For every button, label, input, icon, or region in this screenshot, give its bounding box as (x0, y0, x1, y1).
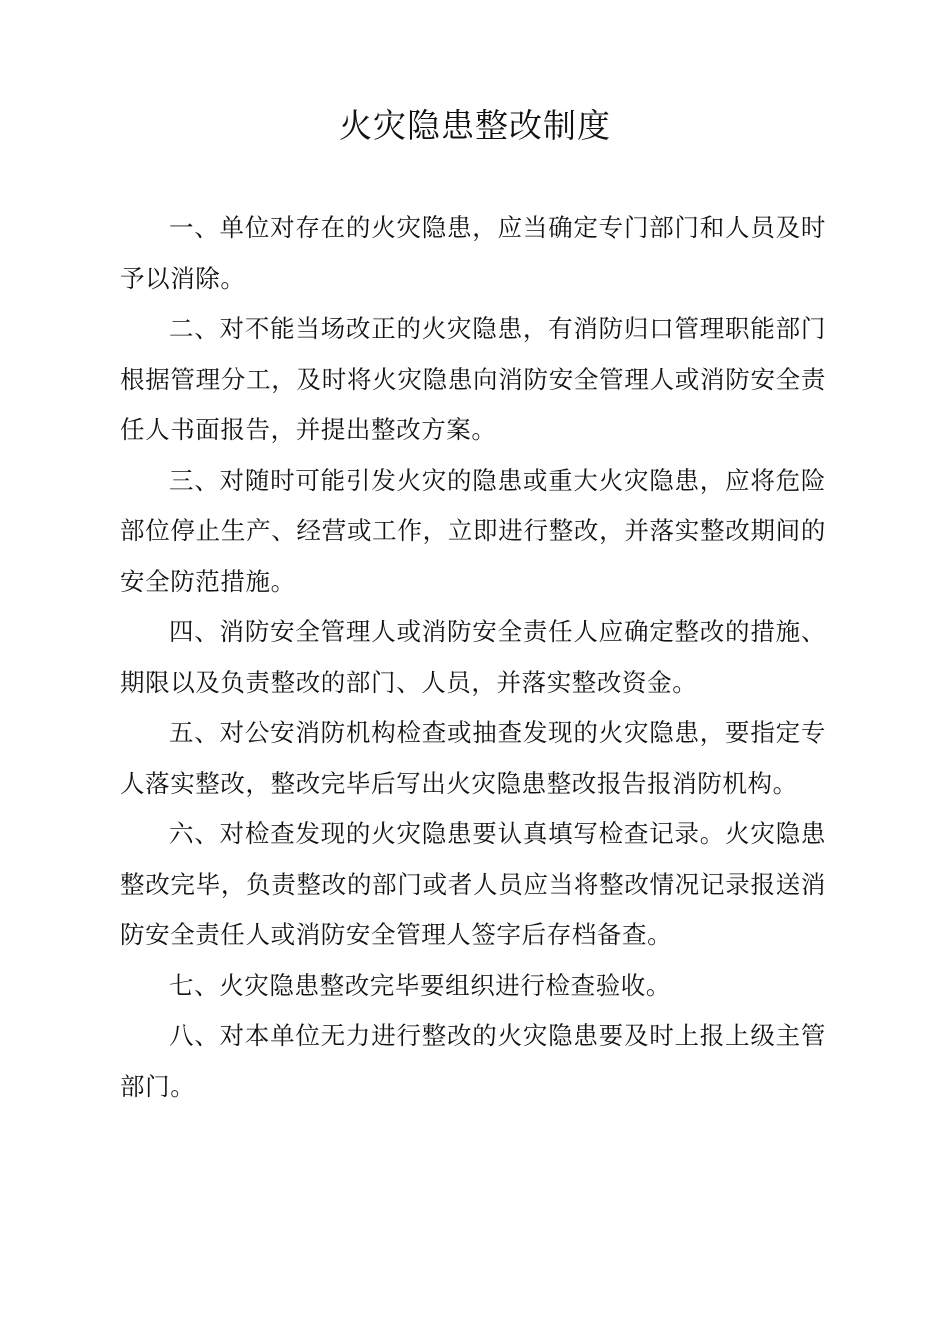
paragraph-8: 八、对本单位无力进行整改的火灾隐患要及时上报上级主管部门。 (120, 1021, 826, 1101)
paragraph-3: 三、对随时可能引发火灾的隐患或重大火灾隐患，应将危险部位停止生产、经营或工作，立即进行整改，并落实整改期间的安全防范措施。 (120, 465, 826, 596)
paragraph-1: 一、单位对存在的火灾隐患，应当确定专门部门和人员及时予以消除。 (120, 213, 826, 293)
paragraph-6: 六、对检查发现的火灾隐患要认真填写检查记录。火灾隐患整改完毕，负责整改的部门或者人员应当将整改情况记录报送消防安全责任人或消防安全管理人签字后存档备查。 (120, 819, 826, 949)
paragraph-4: 四、消防安全管理人或消防安全责任人应确定整改的措施、期限以及负责整改的部门、人员，并落实整改资金。 (120, 617, 826, 697)
paragraph-7: 七、火灾隐患整改完毕要组织进行检查验收。 (169, 970, 671, 1000)
paragraph-5: 五、对公安消防机构检查或抽查发现的火灾隐患，要指定专人落实整改，整改完毕后写出火灾隐患整改报告报消防机构。 (120, 718, 826, 798)
paragraph-2: 二、对不能当场改正的火灾隐患，有消防归口管理职能部门根据管理分工，及时将火灾隐患向消防安全管理人或消防安全责任人书面报告，并提出整改方案。 (120, 314, 826, 444)
page-title: 火灾隐患整改制度 (339, 106, 611, 145)
document-body (120, 203, 826, 1112)
